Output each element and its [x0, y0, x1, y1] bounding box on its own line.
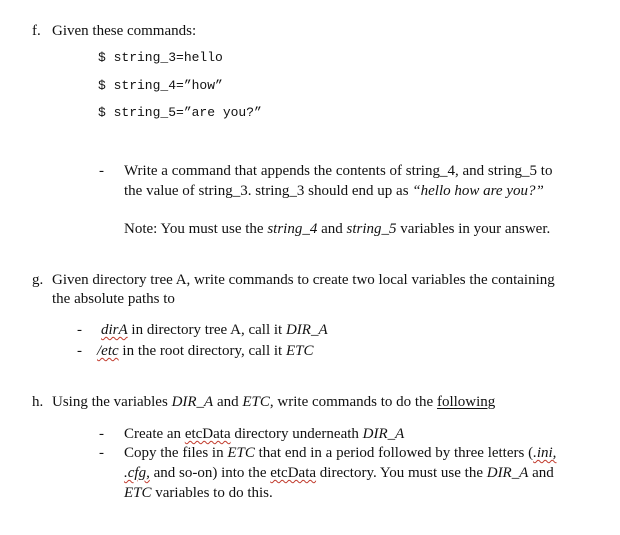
- section-h-item2-l2f: and: [528, 465, 554, 481]
- section-h-item1-dir-a: DIR_A: [362, 426, 405, 442]
- section-g-item2-dash: -: [77, 343, 82, 359]
- section-h-item2-l1c: that end in a period followed by three letters (: [254, 445, 534, 461]
- section-g-item1: [101, 322, 328, 339]
- section-g-item1-dash: -: [77, 322, 82, 338]
- section-f-note: [124, 221, 550, 238]
- section-f-bullet-line2: [124, 183, 544, 200]
- note-suffix: variables in your answer.: [396, 221, 551, 237]
- section-h-var-dir-a: DIR_A: [171, 394, 214, 410]
- section-h-line: [52, 394, 495, 411]
- section-h-item2-line2: [124, 465, 554, 482]
- section-h-text-a: Using the variables: [52, 394, 172, 410]
- command-string-5: $ string_5=”are you?”: [98, 105, 262, 120]
- section-f-bullet-line2-text: the value of string_3. string_3 should end up as: [124, 183, 413, 199]
- section-h-item1-dash: -: [99, 426, 104, 442]
- section-h-item1-text-a: Create an: [124, 426, 185, 442]
- section-f-intro: Given these commands:: [52, 23, 197, 39]
- section-g-letter: g.: [32, 272, 44, 288]
- section-h-item1: [124, 426, 404, 443]
- section-g-item2: [97, 343, 313, 360]
- section-g-line1: Given directory tree A, write commands to create two local variables the containing: [52, 272, 555, 288]
- section-h-item2-l1a: Copy the files in: [124, 445, 228, 461]
- etc-path-name: /etc: [97, 343, 119, 359]
- section-h-item2-dash: -: [99, 445, 104, 461]
- section-h-item2-line3: [124, 485, 273, 502]
- etcdata-name-2: etcData: [270, 465, 317, 481]
- section-f-bullet-line1: Write a command that appends the contents of string_4, and string_5 to: [124, 163, 553, 179]
- section-f-bullet-dash: -: [99, 163, 104, 179]
- section-h-text-c: , write commands to do the: [269, 394, 437, 410]
- section-h-item2-etc: ETC: [227, 445, 255, 461]
- note-var-string-5: string_5: [346, 221, 397, 237]
- command-string-4: $ string_4=”how”: [98, 78, 223, 93]
- note-var-string-4: string_4: [267, 221, 318, 237]
- section-g-item1-text: in directory tree A, call it: [127, 322, 286, 338]
- note-mid: and: [317, 221, 347, 237]
- note-prefix: Note: You must use the: [124, 221, 268, 237]
- section-g-item2-text: in the root directory, call it: [118, 343, 286, 359]
- dir-a-var: DIR_A: [285, 322, 328, 338]
- section-h-following: following: [436, 394, 496, 410]
- section-h-item1-text-c: directory underneath: [230, 426, 363, 442]
- section-h-item2-l2b: and so-on) into the: [149, 465, 271, 481]
- section-f-letter: f.: [32, 23, 41, 39]
- section-h-item2-line1: [124, 445, 556, 462]
- section-h-item2-l3b: variables to do this.: [151, 485, 273, 501]
- dir-a-name: dirA: [101, 322, 128, 338]
- cfg-extension: .cfg,: [124, 465, 150, 481]
- section-h-var-etc: ETC: [242, 394, 270, 410]
- expected-result-quote: “hello how are you?”: [412, 183, 544, 199]
- ini-extension: .ini,: [533, 445, 557, 461]
- section-h-item2-l2d: directory. You must use the: [316, 465, 487, 481]
- section-h-letter: h.: [32, 394, 44, 410]
- section-h-item2-dir-a: DIR_A: [486, 465, 529, 481]
- etcdata-name: etcData: [184, 426, 231, 442]
- section-h-item2-etc-2: ETC: [124, 485, 152, 501]
- section-g-line2: the absolute paths to: [52, 291, 175, 307]
- etc-var: ETC: [285, 343, 314, 359]
- command-string-3: $ string_3=hello: [98, 50, 223, 65]
- section-h-text-b: and: [213, 394, 243, 410]
